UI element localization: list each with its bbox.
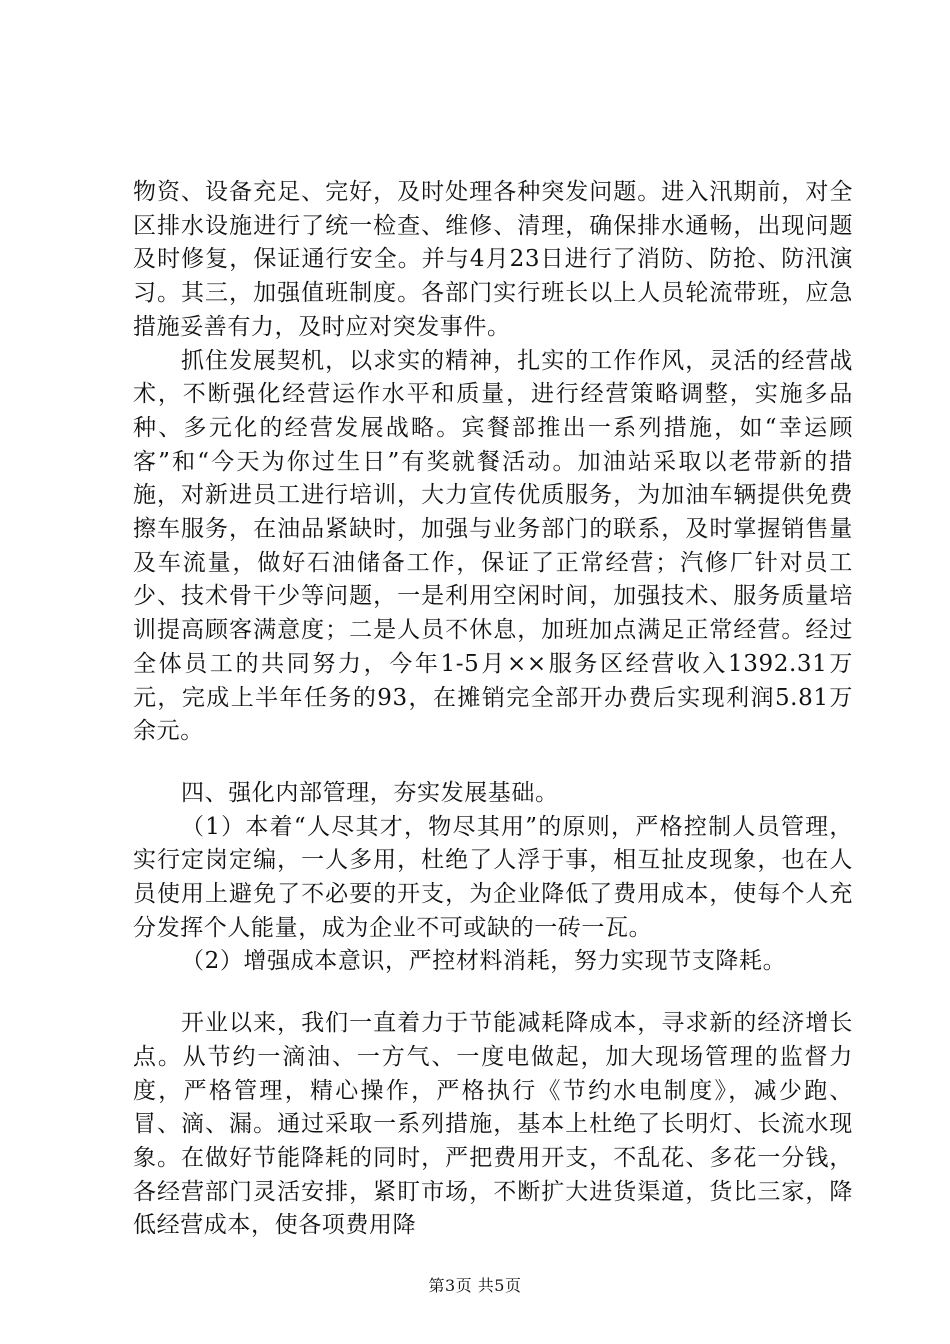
paragraph-energy-saving: 开业以来，我们一直着力于节能减耗降成本，寻求新的经济增长点。从节约一滴油、一方气、一度电做起，加大现场管理的监督力度，严格管理，精心操作，严格执行《节约水电制度》，减少跑、冒、滴、漏。通过采取一系列措施，基本上杜绝了长明灯、长流水现象。在做好节能降耗的同时，严把费用开支，不乱花、多花一分钱，各经营部门灵活安排，紧盯市场，不断扩大进货渠道，货比三家，降低经营成本，使各项费用降 xyxy=(133,1010,853,1239)
paragraph-cost-awareness: （2）增强成本意识，严控材料消耗，努力实现节支降耗。 xyxy=(181,948,787,975)
section-heading-internal-management: 四、强化内部管理，夯实发展基础。 xyxy=(181,779,559,806)
paragraph-staff-management: （1）本着“人尽其才，物尽其用”的原则，严格控制人员管理，实行定岗定编，一人多用，杜绝了人浮于事，相互扯皮现象，也在人员使用上避免了不必要的开支，为企业降低了费用成本，使每个人充分发挥个人能量，成为企业不可或缺的一砖一瓦。 xyxy=(133,813,853,941)
page-footer: 第3页 共5页 xyxy=(428,1276,522,1295)
document-body xyxy=(133,176,853,1243)
paragraph-business-strategy: 抓住发展契机，以求实的精神，扎实的工作作风，灵活的经营战术，不断强化经营运作水平和质量，进行经营策略调整，实施多品种、多元化的经营发展战略。宾餐部推出一系列措施，如“幸运顾客”和“今天为你过生日”有奖就餐活动。加油站采取以老带新的措施，对新进员工进行培训，大力宣传优质服务，为加油车辆提供免费擦车服务，在油品紧缺时，加强与业务部门的联系，及时掌握销售量及车流量，做好石油储备工作，保证了正常经营；汽修厂针对员工少、技术骨干少等问题，一是利用空闲时间，加强技术、服务质量培训提高顾客满意度；二是人员不休息，加班加点满足正常经营。经过全体员工的共同努力，今年1-5月××服务区经营收入1392.31万元，完成上半年任务的93，在摊销完全部开办费后实现利润5.81万余元。 xyxy=(133,347,853,745)
paragraph-safety-measures: 物资、设备充足、完好，及时处理各种突发问题。进入汛期前，对全区排水设施进行了统一检查、维修、清理，确保排水通畅，出现问题及时修复，保证通行安全。并与4月23日进行了消防、防抢、防汛演习。其三，加强值班制度。各部门实行班长以上人员轮流带班，应急措施妥善有力，及时应对突发事件。 xyxy=(133,179,853,340)
